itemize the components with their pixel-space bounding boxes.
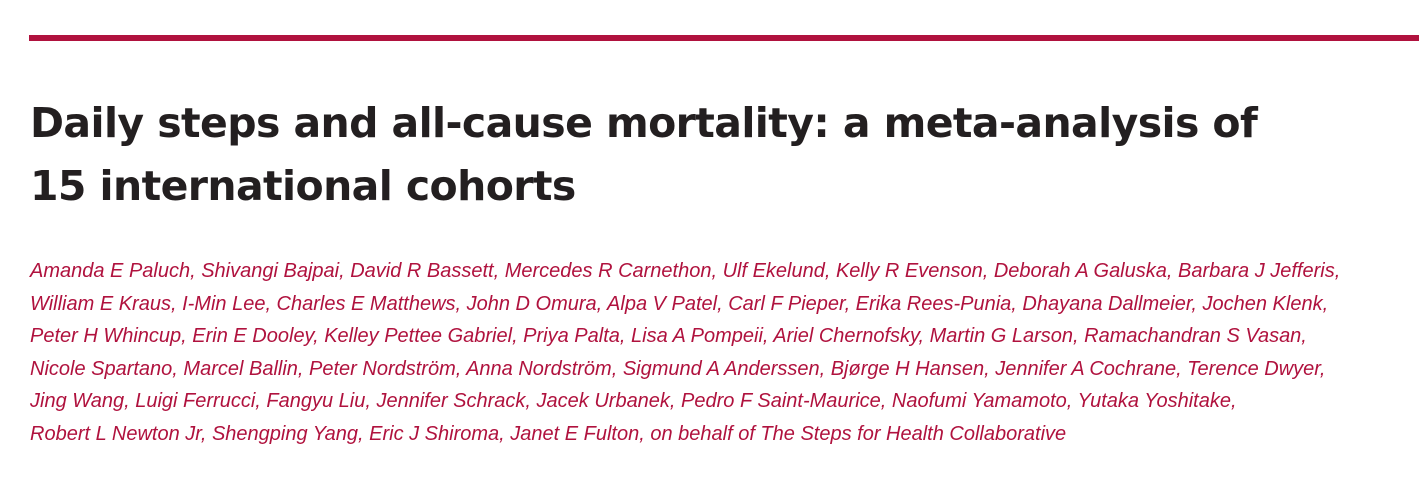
header-rule (29, 35, 1419, 41)
author-line-3: Peter H Whincup, Erin E Dooley, Kelley Pettee Gabriel, Priya Palta, Lisa A Pompeii, Ariel Chernofsky, Martin G Larson, Ramachandran S Vasan, (30, 325, 1307, 347)
author-line-5: Jing Wang, Luigi Ferrucci, Fangyu Liu, Jennifer Schrack, Jacek Urbanek, Pedro F Saint-Maurice, Naofumi Yamamoto, Yutaka Yoshitake, (30, 390, 1237, 412)
title-line-2: 15 international cohorts (30, 162, 576, 210)
title-line-1: Daily steps and all-cause mortality: a meta-analysis of (30, 99, 1258, 147)
author-line-2: William E Kraus, I-Min Lee, Charles E Matthews, John D Omura, Alpa V Patel, Carl F Pieper, Erika Rees-Punia, Dhayana Dallmeier, Jochen Klenk, (30, 292, 1329, 315)
author-line-4: Nicole Spartano, Marcel Ballin, Peter Nordström, Anna Nordström, Sigmund A Anderssen, Bjørge H Hansen, Jennifer A Cochrane, Terence Dwyer, (30, 357, 1326, 380)
author-line-1: Amanda E Paluch, Shivangi Bajpai, David R Bassett, Mercedes R Carnethon, Ulf Ekelund, Kelly R Evenson, Deborah A Galuska, Barbara J Jefferis, (30, 260, 1341, 282)
author-line-6: Robert L Newton Jr, Shengping Yang, Eric J Shiroma, Janet E Fulton, on behalf of The Steps for Health Collaborative (30, 422, 1067, 445)
author-list (30, 255, 1415, 450)
article-title (30, 92, 1390, 218)
